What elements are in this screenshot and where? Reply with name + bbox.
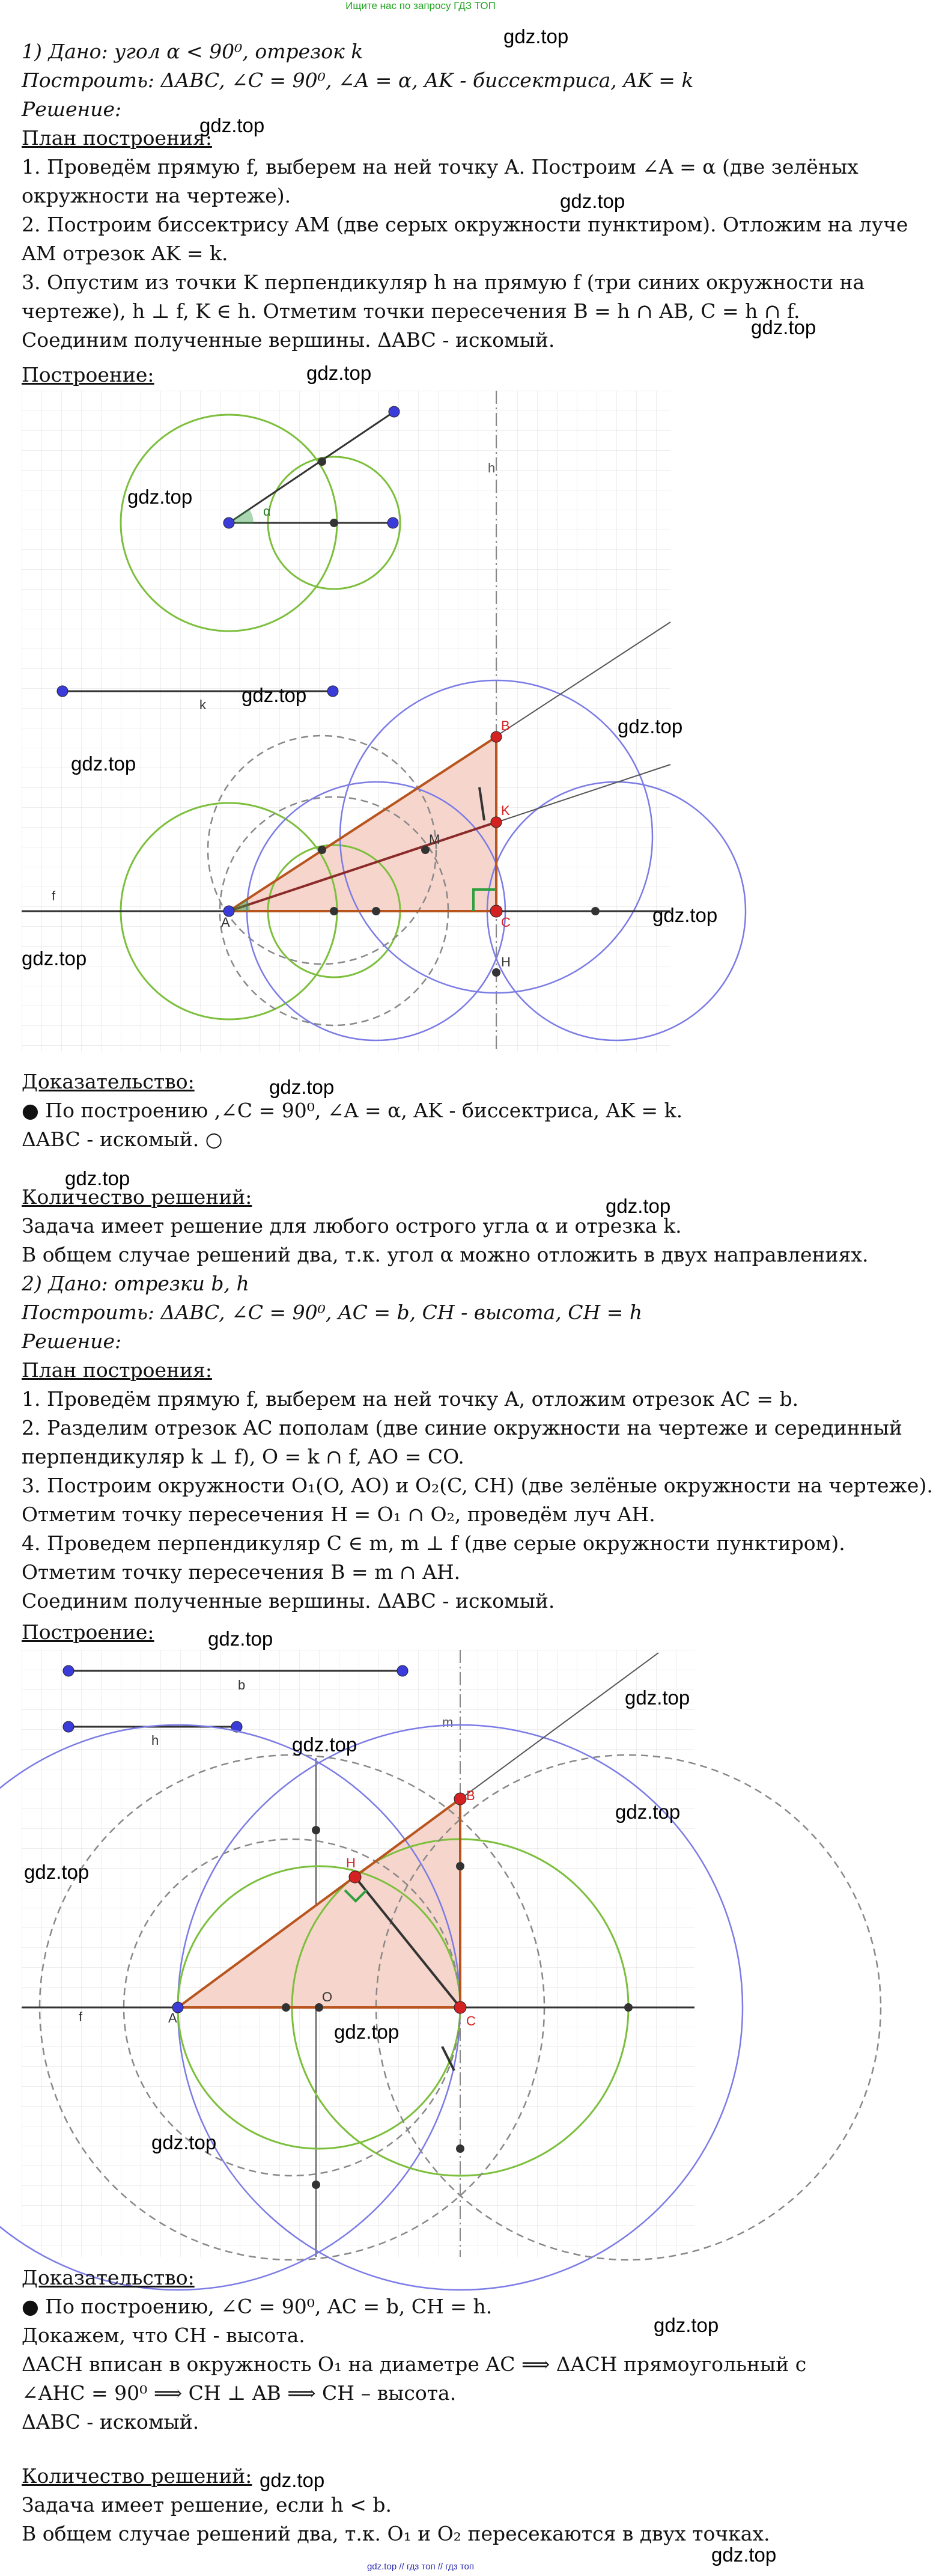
- point-c: [490, 905, 502, 917]
- task1-count-line: Задача имеет решение для любого острого угла α и отрезка k.: [22, 1214, 682, 1238]
- point: [282, 2003, 290, 2012]
- label-o: O: [322, 1989, 333, 2004]
- task2-plan-line: Отметим точку пересечения H = O₁ ∩ O₂, проведём луч AH.: [22, 1503, 655, 1526]
- label-a: A: [168, 2010, 177, 2025]
- label-m: M: [429, 832, 440, 847]
- task1-plan-title: План построения:: [22, 126, 212, 150]
- watermark: gdz.top: [292, 1733, 357, 1756]
- label-m: m: [442, 1715, 454, 1730]
- watermark: gdz.top: [22, 947, 87, 969]
- label-c: C: [501, 915, 511, 930]
- watermark: gdz.top: [560, 190, 625, 212]
- task2-given: 2) Дано: отрезки b, h: [22, 1272, 249, 1295]
- watermark: gdz.top: [208, 1628, 273, 1650]
- task1-solution-label: Решение:: [22, 97, 122, 121]
- task1-construction-figure: [22, 391, 670, 1052]
- point-b: [491, 731, 502, 742]
- point: [223, 517, 234, 528]
- label-f: f: [52, 888, 56, 903]
- point: [387, 517, 398, 528]
- watermark: gdz.top: [654, 2314, 719, 2336]
- point: [389, 406, 400, 417]
- watermark: gdz.top: [71, 752, 136, 775]
- label-h: h: [151, 1733, 159, 1748]
- task1-plan-line: 1. Проведём прямую f, выберем на ней точку A. Построим ∠A = α (две зелёных: [22, 155, 859, 179]
- point: [318, 846, 326, 854]
- top-banner[interactable]: Ищите нас по запросу ГДЗ ТОП: [345, 0, 496, 11]
- task1-proof-title: Доказательство:: [22, 1070, 195, 1093]
- watermark: gdz.top: [269, 1076, 335, 1098]
- task2-plan-line: Соединим полученные вершины. ΔABC - искомый.: [22, 1589, 555, 1613]
- label-f: f: [79, 2009, 83, 2024]
- watermark: gdz.top: [606, 1195, 671, 1217]
- task2-count-line: Задача имеет решение, если h < b.: [22, 2493, 392, 2516]
- task1-construction-title: Построение:: [22, 363, 154, 386]
- point-k: [491, 817, 502, 828]
- watermark: gdz.top: [242, 684, 307, 706]
- task1-count-title: Количество решений:: [22, 1185, 252, 1209]
- watermark: gdz.top: [334, 2021, 400, 2043]
- watermark: gdz.top: [151, 2131, 217, 2153]
- watermark: gdz.top: [306, 362, 372, 384]
- point: [397, 1665, 408, 1676]
- task2-solution-label: Решение:: [22, 1329, 122, 1353]
- label-h-point: H: [346, 1855, 356, 1870]
- task2-proof-line: ∠AHC = 90⁰ ⟹ CH ⊥ AB ⟹ CH – высота.: [22, 2381, 457, 2405]
- task2-proof-title: Доказательство:: [22, 2266, 195, 2289]
- task2-plan-line: 4. Проведем перпендикуляр C ∈ m, m ⊥ f (две серые окружности пунктиром).: [22, 1531, 845, 1555]
- point: [312, 2181, 320, 2189]
- point: [624, 2003, 633, 2012]
- task2-proof-line: ΔABC - искомый.: [22, 2410, 199, 2434]
- label-k: k: [199, 697, 206, 712]
- point: [492, 968, 500, 977]
- task2-proof-line: ΔACH вписан в окружность O₁ на диаметре AC ⟹ ΔACH прямоугольный с: [22, 2352, 807, 2376]
- task1-plan-line: окружности на чертеже).: [22, 184, 291, 207]
- point: [57, 686, 68, 697]
- point: [315, 2003, 323, 2012]
- label-c: C: [466, 2013, 476, 2028]
- task2-construction-figure: [22, 1650, 694, 2257]
- watermark: gdz.top: [652, 904, 718, 926]
- point: [421, 846, 430, 854]
- point-b: [454, 1793, 466, 1805]
- point: [372, 907, 380, 915]
- task2-proof-line: Докажем, что CH - высота.: [22, 2324, 305, 2347]
- point: [318, 457, 326, 466]
- point: [327, 686, 338, 697]
- point: [591, 907, 600, 915]
- task1-plan-line: 3. Опустим из точки K перпендикуляр h на прямую f (три синих окружности на: [22, 270, 865, 294]
- watermark: gdz.top: [127, 486, 193, 508]
- task2-plan-line: 1. Проведём прямую f, выберем на ней точку A, отложим отрезок AC = b.: [22, 1387, 799, 1411]
- task1-plan-line: Соединим полученные вершины. ΔABC - искомый.: [22, 328, 555, 352]
- task2-plan-line: 2. Разделим отрезок AC пополам (две синие окружности на чертеже и серединный: [22, 1416, 902, 1439]
- label-h: h: [488, 460, 496, 475]
- watermark: gdz.top: [618, 715, 683, 737]
- watermark: gdz.top: [503, 25, 569, 47]
- task2-construct: Построить: ΔABC, ∠C = 90⁰, AC = b, CH - высота, CH = h: [22, 1301, 643, 1324]
- watermark: gdz.top: [615, 1801, 681, 1823]
- point: [456, 1862, 464, 1870]
- watermark: gdz.top: [260, 2469, 325, 2491]
- label-b-point: B: [466, 1788, 475, 1803]
- watermark: gdz.top: [711, 2544, 777, 2566]
- watermark: gdz.top: [24, 1861, 90, 1883]
- task1-plan-line: чертеже), h ⊥ f, K ∈ h. Отметим точки пересечения B = h ∩ AB, C = h ∩ f.: [22, 299, 800, 323]
- label-b: B: [501, 718, 510, 733]
- watermark: gdz.top: [65, 1167, 130, 1189]
- task1-given: 1) Дано: угол α < 90⁰, отрезок k: [22, 40, 363, 63]
- point: [456, 2144, 464, 2153]
- footer-links[interactable]: gdz.top // гдз топ // гдз топ: [366, 2562, 475, 2572]
- task2-construction-title: Построение:: [22, 1620, 154, 1644]
- watermark: gdz.top: [199, 114, 265, 136]
- label-k-point: K: [501, 803, 510, 818]
- task2-proof-line: ● По построению, ∠C = 90⁰, AC = b, CH = h.: [22, 2295, 493, 2318]
- label-alpha: α: [263, 504, 271, 519]
- point: [330, 519, 338, 527]
- point: [330, 907, 338, 915]
- label-h-point: H: [501, 954, 511, 969]
- watermark: gdz.top: [751, 316, 816, 338]
- point-h: [349, 1871, 361, 1883]
- label-b: b: [238, 1677, 246, 1692]
- task2-plan-line: перпендикуляр k ⊥ f), O = k ∩ f, AO = CO.: [22, 1445, 464, 1468]
- task2-count-line: В общем случае решений два, т.к. O₁ и O₂ пересекаются в двух точках.: [22, 2522, 770, 2545]
- task1-plan-line: AM отрезок AK = k.: [22, 242, 228, 265]
- point-c: [454, 2001, 466, 2013]
- point: [63, 1721, 74, 1732]
- task1-construct: Построить: ΔABC, ∠C = 90⁰, ∠A = α, AK - биссектриса, AK = k: [22, 69, 694, 92]
- task2-plan-line: Отметим точку пересечения B = m ∩ AH.: [22, 1560, 461, 1584]
- watermark: gdz.top: [625, 1686, 690, 1709]
- label-a: A: [221, 915, 230, 930]
- point: [63, 1665, 74, 1676]
- task1-proof-line: ΔABC - искомый. ○: [22, 1128, 223, 1151]
- task1-plan-line: 2. Построим биссектрису AM (две серых окружности пунктиром). Отложим на луче: [22, 213, 908, 236]
- point: [312, 1826, 320, 1834]
- task1-proof-line: ● По построению ,∠C = 90⁰, ∠A = α, AK - биссектриса, AK = k.: [22, 1099, 683, 1122]
- task2-count-title: Количество решений:: [22, 2464, 252, 2488]
- task2-plan-title: План построения:: [22, 1358, 212, 1382]
- task1-count-line: В общем случае решений два, т.к. угол α можно отложить в двух направлениях.: [22, 1243, 869, 1266]
- task2-plan-line: 3. Построим окружности O₁(O, AO) и O₂(C, CH) (две зелёные окружности на чертеже).: [22, 1474, 933, 1497]
